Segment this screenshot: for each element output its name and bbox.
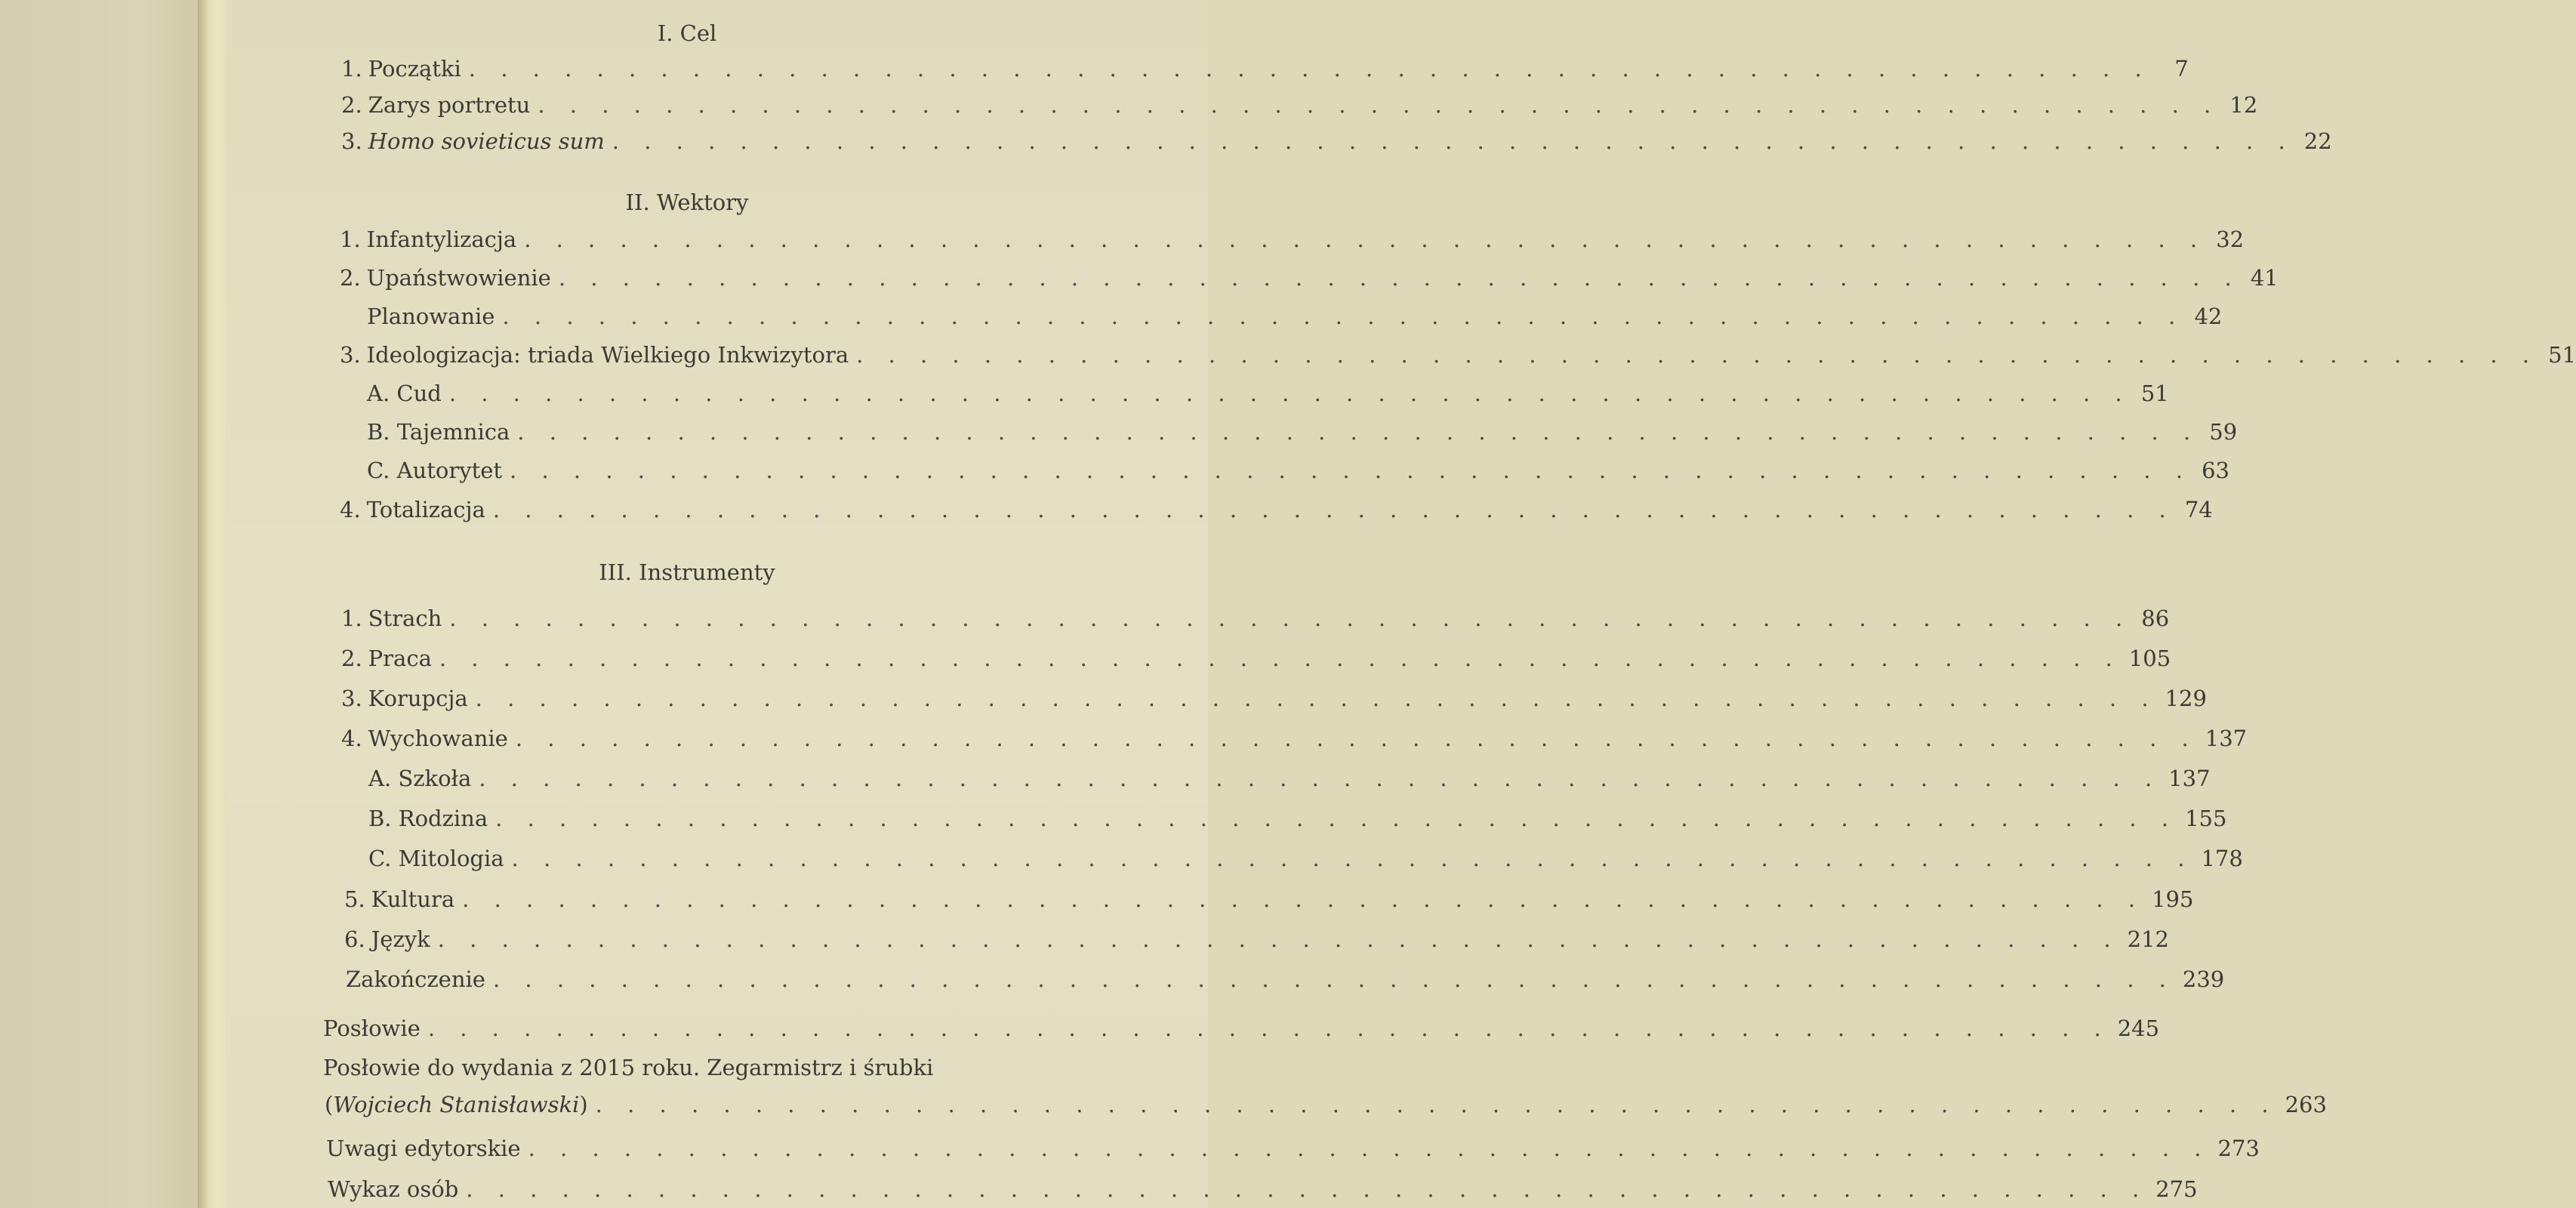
entry-page: 41 [2250, 265, 2279, 291]
entry-page: 32 [2216, 226, 2245, 252]
dot-leader: . . . . . . . . . . . . . . . . . . . . . . . . . . . . . . . . . . . . . . . . . . . . . . . . . . . . . [524, 226, 2207, 252]
dot-leader: . . . . . . . . . . . . . . . . . . . . . . . . . . . . . . . . . . . . . . . . . . . . . . . . . . . . . [475, 686, 2158, 711]
section-heading-instrumenty: III. Instrumenty [599, 559, 775, 585]
dot-leader: . . . . . . . . . . . . . . . . . . . . . . . . . . . . . . . . . . . . . . . . . . . . . . . . . . . . . [466, 1176, 2149, 1202]
entry-page: 7 [2174, 56, 2189, 82]
dot-leader: . . . . . . . . . . . . . . . . . . . . . . . . . . . . . . . . . . . . . . . . . . . . . . . . . . . . . [595, 1092, 2278, 1117]
entry-title: Korupcja [368, 686, 468, 711]
entry-page: 263 [2285, 1092, 2327, 1117]
section-heading-wektory: II. Wektory [625, 190, 749, 215]
entry-title: Początki [368, 56, 461, 82]
entry-number: 1. [340, 226, 361, 252]
toc-subentry [367, 379, 2169, 408]
entry-page: 63 [2202, 458, 2229, 483]
toc-entry [340, 341, 2576, 369]
toc-entry [341, 724, 2248, 753]
dot-leader: . . . . . . . . . . . . . . . . . . . . . . . . . . . . . . . . . . . . . . . . . . . . . . . . . . . . . [492, 497, 2175, 522]
entry-title: Wychowanie [368, 726, 508, 751]
toc-subentry [368, 804, 2227, 833]
entry-title: B. Rodzina [368, 806, 488, 831]
entry-title: Infantylizacja [366, 226, 517, 252]
entry-title: Strach [368, 606, 442, 631]
paren-close: ) [579, 1092, 588, 1117]
entry-page: 86 [2141, 606, 2170, 631]
book-gutter [198, 0, 228, 1208]
dot-leader: . . . . . . . . . . . . . . . . . . . . . . . . . . . . . . . . . . . . . . . . . . . . . . . . . . . . . [528, 1136, 2211, 1161]
entry-title: B. Tajemnica [367, 419, 510, 445]
entry-title: Kultura [371, 886, 455, 912]
entry-page: 59 [2209, 419, 2238, 445]
toc-entry [341, 54, 2189, 83]
dot-leader: . . . . . . . . . . . . . . . . . . . . . . . . . . . . . . . . . . . . . . . . . . . . . . . . . . . . . [517, 419, 2200, 445]
entry-number: 3. [341, 128, 362, 154]
dot-leader: . . . . . . . . . . . . . . . . . . . . . . . . . . . . . . . . . . . . . . . . . . . . . . . . . . . . . [558, 265, 2241, 291]
entry-title: Ideologizacja: triada Wielkiego Inkwizytora [366, 342, 849, 368]
entry-title: Zakończenie [346, 966, 485, 992]
author-name: Wojciech Stanisławski [333, 1092, 580, 1117]
toc-subentry [367, 302, 2223, 331]
entry-page: 42 [2194, 304, 2223, 329]
dot-leader: . . . . . . . . . . . . . . . . . . . . . . . . . . . . . . . . . . . . . . . . . . . . . . . . . . . . . [492, 966, 2175, 992]
dot-leader: . . . . . . . . . . . . . . . . . . . . . . . . . . . . . . . . . . . . . . . . . . . . . . . . . . . . . [468, 56, 2151, 82]
entry-number: 3. [340, 342, 361, 368]
entry-title: Uwagi edytorskie [326, 1136, 521, 1161]
entry-number: 2. [341, 646, 362, 671]
entry-title: Totalizacja [366, 497, 485, 522]
entry-number: 1. [341, 606, 362, 631]
entry-page: 273 [2217, 1136, 2260, 1161]
entry-number: 3. [341, 686, 362, 711]
dot-leader: . . . . . . . . . . . . . . . . . . . . . . . . . . . . . . . . . . . . . . . . . . . . . . . . . . . . . [448, 381, 2131, 406]
toc-entry [340, 263, 2279, 292]
entry-page: 22 [2303, 128, 2332, 154]
entry-number: 2. [341, 92, 362, 118]
dot-leader: . . . . . . . . . . . . . . . . . . . . . . . . . . . . . . . . . . . . . . . . . . . . . . . . . . . . . [510, 458, 2192, 483]
entry-page: 51 [2548, 342, 2576, 368]
entry-page: 239 [2182, 966, 2225, 992]
entry-title: Upaństwowienie [366, 265, 551, 291]
toc-backmatter-entry [328, 1175, 2198, 1203]
toc-backmatter-entry [325, 1090, 2327, 1119]
entry-title: C. Mitologia [368, 846, 504, 871]
section-heading-cel: I. Cel [657, 20, 717, 46]
entry-title: Homo sovieticus sum [368, 128, 605, 154]
entry-number: 1. [341, 56, 362, 82]
entry-title: Planowanie [367, 304, 495, 329]
dot-leader: . . . . . . . . . . . . . . . . . . . . . . . . . . . . . . . . . . . . . . . . . . . . . . . . . . . . . [449, 606, 2132, 631]
entry-title: Język [371, 926, 430, 952]
entry-page: 212 [2127, 926, 2169, 952]
toc-entry [341, 91, 2258, 119]
dot-leader: . . . . . . . . . . . . . . . . . . . . . . . . . . . . . . . . . . . . . . . . . . . . . . . . . . . . . [437, 926, 2120, 952]
dot-leader: . . . . . . . . . . . . . . . . . . . . . . . . . . . . . . . . . . . . . . . . . . . . . . . . . . . . . [427, 1015, 2110, 1041]
entry-title: Praca [368, 646, 432, 671]
entry-title: Posłowie do wydania z 2015 roku. Zegarmistrz i śrubki [323, 1055, 934, 1080]
dot-leader: . . . . . . . . . . . . . . . . . . . . . . . . . . . . . . . . . . . . . . . . . . . . . . . . . . . . . [511, 846, 2194, 871]
toc-backmatter-entry [326, 1134, 2260, 1163]
dot-leader: . . . . . . . . . . . . . . . . . . . . . . . . . . . . . . . . . . . . . . . . . . . . . . . . . . . . . [612, 128, 2294, 154]
entry-title: Posłowie [323, 1015, 421, 1041]
dot-leader: . . . . . . . . . . . . . . . . . . . . . . . . . . . . . . . . . . . . . . . . . . . . . . . . . . . . . [479, 766, 2162, 791]
toc-subentry [367, 418, 2238, 446]
entry-title: Wykaz osób [328, 1176, 459, 1202]
toc-entry [341, 604, 2170, 633]
toc-entry [341, 644, 2171, 673]
dot-leader: . . . . . . . . . . . . . . . . . . . . . . . . . . . . . . . . . . . . . . . . . . . . . . . . . . . . . [502, 304, 2185, 329]
toc-entry [344, 925, 2169, 954]
dot-leader: . . . . . . . . . . . . . . . . . . . . . . . . . . . . . . . . . . . . . . . . . . . . . . . . . . . . . [538, 92, 2220, 118]
entry-page: 51 [2140, 381, 2169, 406]
entry-number: 4. [341, 726, 362, 751]
toc-entry [340, 225, 2245, 254]
entry-page: 137 [2205, 726, 2248, 751]
entry-number: 5. [344, 886, 365, 912]
entry-page: 105 [2128, 646, 2171, 671]
entry-title: C. Autorytet [367, 458, 503, 483]
entry-page: 155 [2185, 806, 2227, 831]
entry-page: 178 [2201, 846, 2243, 871]
toc-subentry [368, 764, 2211, 793]
toc-entry [344, 885, 2194, 914]
toc-entry [346, 965, 2225, 994]
toc-subentry [368, 844, 2243, 873]
dot-leader: . . . . . . . . . . . . . . . . . . . . . . . . . . . . . . . . . . . . . . . . . . . . . . . . . . . . . [462, 886, 2145, 912]
entry-page: 129 [2165, 686, 2207, 711]
entry-title: Zarys portretu [368, 92, 531, 118]
entry-page: 137 [2168, 766, 2211, 791]
dot-leader: . . . . . . . . . . . . . . . . . . . . . . . . . . . . . . . . . . . . . . . . . . . . . . . . . . . . . [515, 726, 2198, 751]
toc-entry [341, 127, 2332, 156]
left-page [0, 0, 202, 1208]
entry-page: 12 [2229, 92, 2258, 118]
entry-page: 195 [2152, 886, 2194, 912]
entry-number: 2. [340, 265, 361, 291]
entry-number: 6. [344, 926, 365, 952]
entry-page: 74 [2184, 497, 2213, 522]
entry-title: A. Cud [367, 381, 442, 406]
toc-subentry [367, 456, 2229, 485]
dot-leader: . . . . . . . . . . . . . . . . . . . . . . . . . . . . . . . . . . . . . . . . . . . . . . . . . . . . . [439, 646, 2122, 671]
entry-page: 275 [2155, 1176, 2198, 1202]
dot-leader: . . . . . . . . . . . . . . . . . . . . . . . . . . . . . . . . . . . . . . . . . . . . . . . . . . . . . [856, 342, 2539, 368]
entry-number: 4. [340, 497, 361, 522]
toc-backmatter-entry [323, 1014, 2160, 1043]
dot-leader: . . . . . . . . . . . . . . . . . . . . . . . . . . . . . . . . . . . . . . . . . . . . . . . . . . . . . [495, 806, 2178, 831]
entry-title: A. Szkoła [368, 766, 472, 791]
entry-page: 245 [2117, 1015, 2160, 1041]
toc-entry [340, 495, 2213, 524]
paren-open: ( [325, 1092, 334, 1117]
toc-entry [341, 684, 2207, 713]
